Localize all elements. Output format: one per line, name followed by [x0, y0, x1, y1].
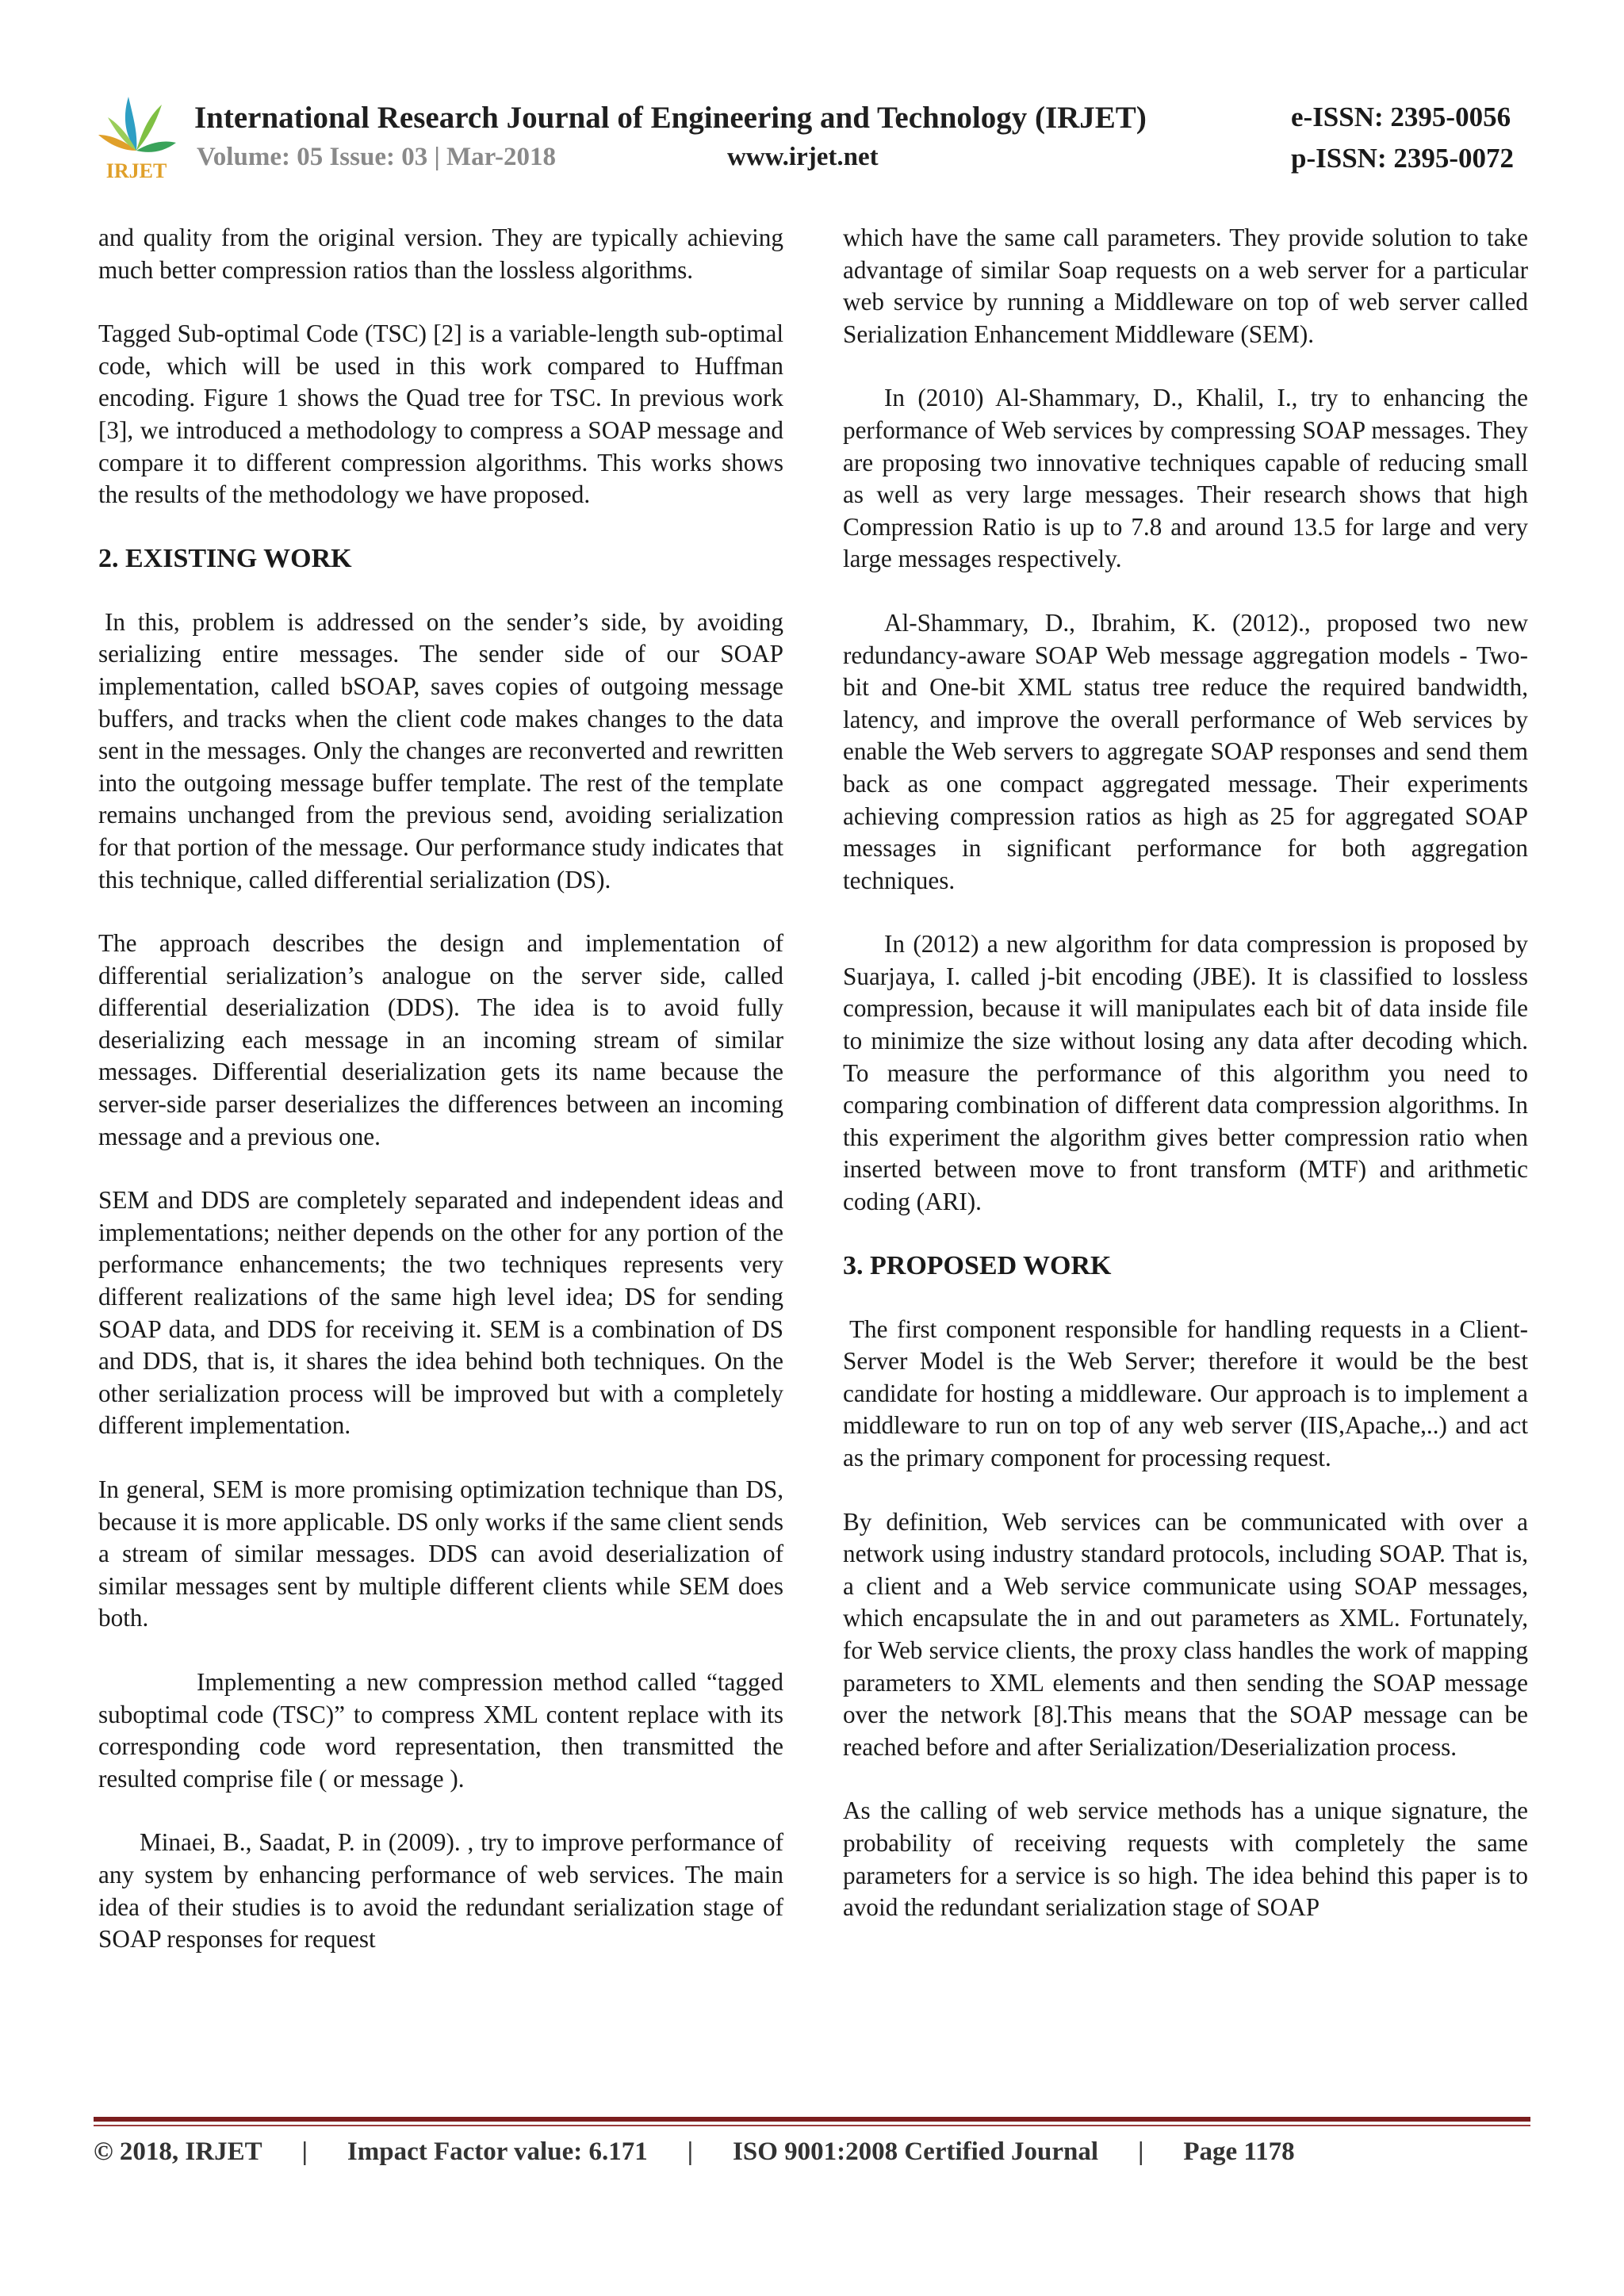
- footer-copyright: © 2018, IRJET: [94, 2137, 262, 2166]
- left-column: [98, 222, 783, 1988]
- paragraph: As the calling of web service methods has a unique signature, the probability of receiving requests with completely the same parameters for a service is so high. The idea behind this paper is to avoid the redundant serialization stage of SOAP: [843, 1797, 1528, 1922]
- paragraph: Implementing a new compression method called “tagged suboptimal code (TSC)” to compress XML content replace with its corresponding code word representation, then transmitted the resulted comprise file ( or message ).: [98, 1667, 783, 1793]
- paragraph: which have the same call parameters. They provide solution to take advantage of similar Soap requests on a web server for a particular web service by running a Middleware on top of web server called Serialization Enhancement Middleware (SEM).: [843, 224, 1528, 348]
- paragraph: In this, problem is addressed on the sender’s side, by avoiding serializing entire messages. The sender side of our SOAP implementation, called bSOAP, saves copies of outgoing message buffers, and tracks when the client code makes changes to the data sent in the messages. Only the changes are reconverted and rewritten into the outgoing message buffer template. The rest of the template remains unchanged from the previous send, avoiding serialization for that portion of the message. Our performance study indicates that this technique, called differential serialization (DS).: [98, 607, 783, 894]
- journal-website-link[interactable]: www.irjet.net: [727, 143, 879, 171]
- paragraph: In (2012) a new algorithm for data compression is proposed by Suarjaya, I. called j-bit encoding (JBE). It is classified to lossless compression, because it will manipulates each bit of data inside file to minimize the size without losing any data after decoding which. To measure the performance of this algorithm you need to comparing combination of different data compression algorithms. In this experiment the algorithm gives better compression ratio when inserted between move to front transform (MTF) and arithmetic coding (ARI).: [843, 930, 1528, 1216]
- volume-issue: Volume: 05 Issue: 03 | Mar-2018: [197, 143, 557, 171]
- page-header: [0, 0, 1624, 206]
- footer-separator: |: [687, 2137, 693, 2166]
- footer-impact-factor: Impact Factor value: 6.171: [347, 2137, 648, 2166]
- paragraph: SEM and DDS are completely separated and independent ideas and implementations; neither depends on the other for any portion of the performance enhancements; the two techniques represents very different realizations of the same high level idea; DS for sending SOAP data, and DDS for receiving it. SEM is a combination of DS and DDS, that is, it shares the idea behind both techniques. On the other serialization process will be improved but with a completely different implementation.: [98, 1186, 783, 1440]
- paragraph: The first component responsible for handling requests in a Client-Server Model is the Web Server; therefore it would be the best candidate for hosting a middleware. Our approach is to implement a middleware to run on top of any web server (IIS,Apache,..) and act as the primary component for processing request.: [843, 1314, 1528, 1471]
- paragraph: Tagged Sub-optimal Code (TSC) [2] is a variable-length sub-optimal code, which will be used in this work compared to Huffman encoding. Figure 1 shows the Quad tree for TSC. In previous work [3], we introduced a methodology to compress a SOAP message and compare it to different compression algorithms. This works shows the results of the methodology we have proposed.: [98, 320, 783, 509]
- section-heading-proposed-work: 3. PROPOSED WORK: [843, 1250, 1112, 1280]
- p-issn: p-ISSN: 2395-0072: [1291, 143, 1515, 174]
- paragraph: In (2010) Al-Shammary, D., Khalil, I., try to enhancing the performance of Web services by compressing SOAP messages. They are proposing two innovative techniques capable of reducing small as well as very large messages. Their research shows that high Compression Ratio is up to 7.8 and around 13.5 for large and very large messages respectively.: [843, 384, 1528, 573]
- right-column: [843, 222, 1528, 1956]
- paragraph: By definition, Web services can be communicated with over a network using industry standard protocols, including SOAP. That is, a client and a Web service communicate using SOAP messages, which encapsulate the in and out parameters as XML. Fortunately, for Web service clients, the proxy class handles the work of mapping parameters to XML elements and then sending the SOAP message over the network [8].This means that the SOAP message can be reached before and after Serialization/Deserialization process.: [843, 1507, 1528, 1761]
- paragraph: Minaei, B., Saadat, P. in (2009). , try to improve performance of any system by enhancing performance of web services. The main idea of their studies is to avoid the redundant serialization stage of SOAP responses for request: [98, 1828, 783, 1954]
- paragraph: In general, SEM is more promising optimization technique than DS, because it is more applicable. DS only works if the same client sends a stream of similar messages. DDS can avoid deserialization of similar messages sent by multiple different clients while SEM does both.: [98, 1475, 783, 1632]
- footer-divider: [94, 2117, 1530, 2122]
- paragraph: The approach describes the design and implementation of differential serialization’s analogue on the server side, called differential deserialization (DDS). The idea is to avoid fully deserializing each message in an incoming stream of similar messages. Differential deserialization gets its name because the server-side parser deserializes the differences between an incoming message and a previous one.: [98, 929, 783, 1150]
- logo-text: IRJET: [105, 159, 167, 182]
- footer-divider-thin: [94, 2125, 1530, 2126]
- page-footer: [94, 2137, 1295, 2167]
- footer-page-number: Page 1178: [1183, 2137, 1295, 2166]
- footer-iso: ISO 9001:2008 Certified Journal: [733, 2137, 1099, 2166]
- paragraph: and quality from the original version. They are typically achieving much better compression ratios than the lossless algorithms.: [98, 224, 783, 284]
- journal-title: International Research Journal of Engineering and Technology (IRJET): [194, 101, 1147, 135]
- footer-separator: |: [1138, 2137, 1144, 2166]
- section-heading-existing-work: 2. EXISTING WORK: [98, 543, 352, 573]
- e-issn: e-ISSN: 2395-0056: [1291, 101, 1511, 132]
- footer-separator: |: [301, 2137, 308, 2166]
- irjet-logo: [94, 89, 179, 184]
- paragraph: Al-Shammary, D., Ibrahim, K. (2012)., proposed two new redundancy-aware SOAP Web message aggregation models - Two-bit and One-bit XML status tree reduce the required bandwidth, latency, and improve the overall performance of Web services by enable the Web servers to aggregate SOAP responses and send them back as one compact aggregated message. Their experiments achieving compression ratios as high as 25 for aggregated SOAP messages in significant performance for both aggregation techniques.: [843, 608, 1528, 894]
